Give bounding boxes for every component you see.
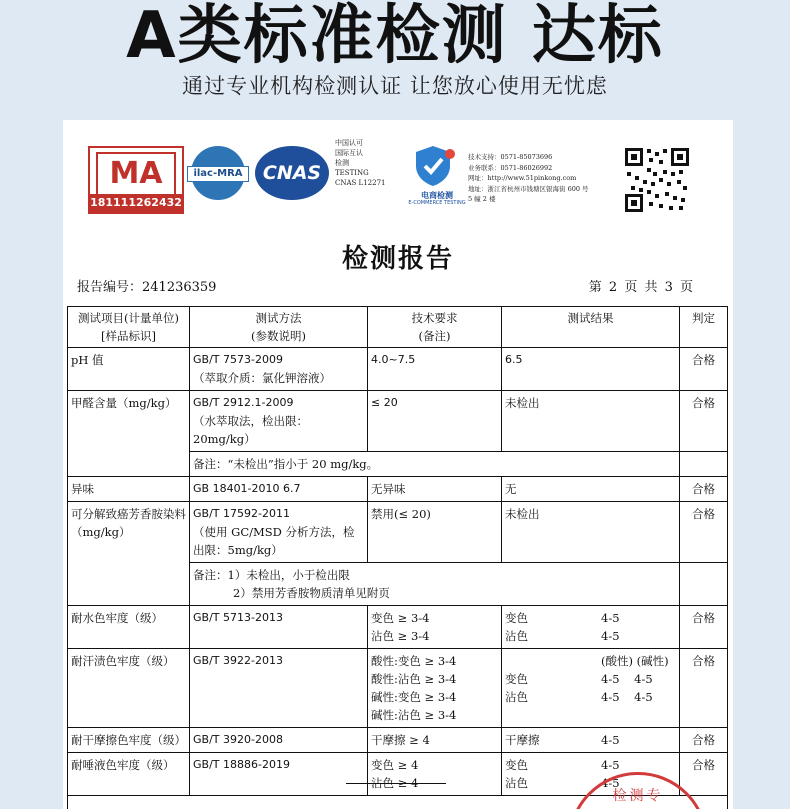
cell-verdict: 合格	[680, 391, 728, 452]
cell-requirement: 4.0~7.5	[368, 348, 502, 391]
cell-verdict: 合格	[680, 348, 728, 391]
stamp-text: 检测专	[612, 788, 664, 804]
table-row	[68, 348, 728, 391]
cell-requirement: 干摩擦 ≥ 4	[368, 728, 502, 753]
cell-item: 耐干摩擦色牢度（级）	[68, 728, 190, 753]
table-header-row	[68, 307, 728, 348]
cell-requirement: 无异味	[368, 477, 502, 502]
cnas-text-line: TESTING	[335, 169, 369, 177]
cell-item: 耐唾液色牢度（级）	[68, 753, 190, 796]
contact-line: 网址：http://www.51pinkong.com	[468, 174, 577, 182]
cnas-text-line: CNAS L12271	[335, 179, 386, 187]
header-method: 测试方法 (参数说明)	[190, 307, 368, 348]
ecommerce-testing-name: 电商检测	[421, 191, 453, 200]
table-row	[68, 606, 728, 649]
test-report-document	[63, 120, 733, 809]
cell-note: 备注：1）未检出，小于检出限 2）禁用芳香胺物质清单见附页	[190, 563, 680, 606]
cnas-logo: CNAS	[255, 146, 329, 200]
cell-empty	[680, 563, 728, 606]
cell-requirement: 变色 ≥ 3-4 沾色 ≥ 3-4	[368, 606, 502, 649]
cell-empty	[680, 452, 728, 477]
cell-result: (酸性) (碱性) 变色 4-5 4-5 沾色 4-5 4-5	[502, 649, 680, 728]
cell-method: GB/T 7573-2009 （萃取介质：氯化钾溶液）	[190, 348, 368, 391]
cnas-text-line: 中国认可	[335, 139, 363, 147]
cma-logo	[88, 146, 184, 214]
cell-result: 未检出	[502, 502, 680, 563]
cell-item: 可分解致癌芳香胺染料（mg/kg）	[68, 502, 190, 606]
header-result: 测试结果	[502, 307, 680, 348]
cell-item: 异味	[68, 477, 190, 502]
cell-note: 备注：“未检出”指小于 20 mg/kg。	[190, 452, 680, 477]
ecommerce-testing-sub: E-COMMERCE TESTING	[408, 200, 466, 206]
cell-method: GB/T 3922-2013	[190, 649, 368, 728]
contact-line: 技术支持：0571-85073696	[468, 153, 553, 161]
cell-verdict: 合格	[680, 477, 728, 502]
cell-method: GB/T 3920-2008	[190, 728, 368, 753]
cell-method: GB/T 5713-2013	[190, 606, 368, 649]
cell-result: 未检出	[502, 391, 680, 452]
cell-verdict: 合格	[680, 649, 728, 728]
cell-verdict: 合格	[680, 502, 728, 563]
cma-number: 181111262432	[90, 194, 182, 212]
header-requirement: 技术要求 (备注)	[368, 307, 502, 348]
cnas-text-line: 国际互认	[335, 149, 363, 157]
cell-item: pH 值	[68, 348, 190, 391]
table-row	[68, 502, 728, 563]
cell-verdict: 合格	[680, 728, 728, 753]
ilac-mra-logo	[191, 146, 245, 200]
table-row	[68, 649, 728, 728]
cell-method: GB/T 18886-2019	[190, 753, 368, 796]
signature-line	[346, 783, 446, 784]
cell-verdict: 合格	[680, 606, 728, 649]
cell-result: 变色 4-5 沾色 4-5	[502, 753, 680, 796]
banner-headline: A类标准检测 达标	[126, 0, 664, 73]
table-row	[68, 728, 728, 753]
page-info: 第 2 页 共 3 页	[588, 280, 693, 295]
report-title: 检测报告	[341, 244, 454, 274]
cell-requirement: 禁用(≤ 20)	[368, 502, 502, 563]
cma-letters: MA	[96, 152, 176, 196]
cell-requirement: 变色 ≥ 4 沾色 ≥ 4	[368, 753, 502, 796]
cell-method: GB/T 2912.1-2009 （水萃取法，检出限：20mg/kg）	[190, 391, 368, 452]
banner-subline: 通过专业机构检测认证 让您放心使用无忧虑	[182, 74, 608, 98]
contact-line: 5 幢 2 楼	[468, 195, 496, 203]
cnas-text-line: 检测	[335, 159, 349, 167]
cell-method: GB 18401-2010 6.7	[190, 477, 368, 502]
qr-code-icon	[623, 146, 691, 214]
header-item: 测试项目(计量单位) [样品标识]	[68, 307, 190, 348]
table-row	[68, 477, 728, 502]
contact-line: 业务联系：0571-86026992	[468, 163, 553, 172]
report-number: 报告编号：241236359	[77, 280, 217, 295]
table-row	[68, 391, 728, 452]
results-table	[67, 306, 728, 809]
cell-item: 耐水色牢度（级）	[68, 606, 190, 649]
cell-result: 无	[502, 477, 680, 502]
cell-result: 6.5	[502, 348, 680, 391]
cell-verdict: 合格	[680, 753, 728, 796]
cnas-accreditation-text	[335, 138, 405, 188]
ecommerce-testing-shield-icon	[406, 144, 460, 188]
header-verdict: 判定	[680, 307, 728, 348]
cell-requirement: ≤ 20	[368, 391, 502, 452]
ilac-label: ilac-MRA	[187, 166, 249, 182]
contact-info	[468, 152, 618, 205]
cell-result: 变色 4-5 沾色 4-5	[502, 606, 680, 649]
cell-item: 甲醛含量（mg/kg）	[68, 391, 190, 477]
cell-result: 干摩擦 4-5	[502, 728, 680, 753]
cell-method: GB/T 17592-2011 （使用 GC/MSD 分析方法，检出限：5mg/kg）	[190, 502, 368, 563]
cell-item: 耐汗渍色牢度（级）	[68, 649, 190, 728]
cell-requirement: 酸性:变色 ≥ 3-4 酸性:沾色 ≥ 3-4 碱性:变色 ≥ 3-4 碱性:沾色 ≥ 3-4	[368, 649, 502, 728]
contact-line: 地址：浙江省杭州市钱塘区银海街 600 号	[468, 184, 589, 193]
